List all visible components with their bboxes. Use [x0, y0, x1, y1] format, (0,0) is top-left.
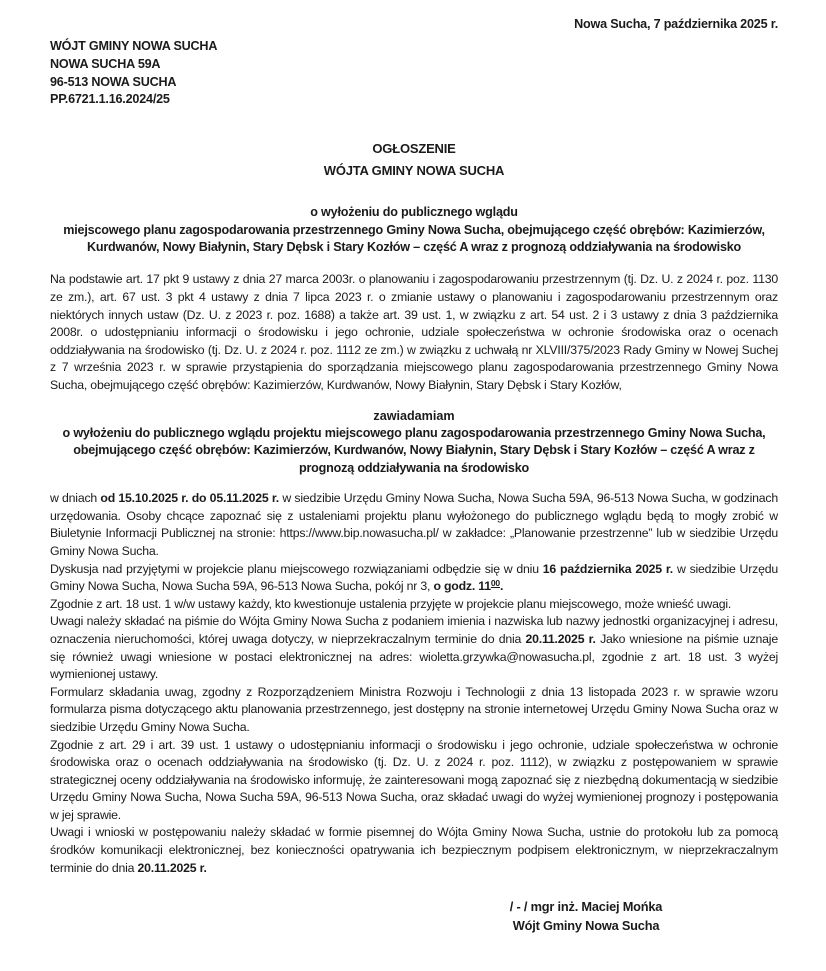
sender-address-city: 96-513 NOWA SUCHA	[50, 74, 177, 89]
paragraph-public-discussion: Dyskusja nad przyjętymi w projekcie planu miejscowego rozwiązaniami odbędzie się w dniu 16 października 2025 r. w siedzibie Urzędu Gminy Nowa Sucha, Nowa Sucha 59A, 96-513 Nowa Sucha, pokój nr 3, o godz. $11^{00}$.	[50, 561, 778, 594]
notice-word: zawiadamiam	[373, 408, 455, 423]
sender-address-street: NOWA SUCHA 59A	[50, 56, 161, 71]
date-line: Nowa Sucha, 7 października 2025 r.	[574, 17, 778, 31]
subject-plan-description: miejscowego planu zagospodarowania przestrzennego Gminy Nowa Sucha, obejmującego część obrębów: Kazimierzów, Kurdwanów, Nowy Białynin, Stary Dębsk i Stary Kozłów – część A wraz z prognozą oddziaływania na środowisko	[63, 222, 765, 254]
signature-block	[455, 898, 717, 935]
paragraph-remarks-submission: Uwagi należy składać na piśmie do Wójta Gminy Nowa Sucha z podaniem imienia i nazwiska lub nazwy jednostki organizacyjnej i adresu, oznaczenia nieruchomości, której uwaga dotyczy, w nieprzekraczalnym terminie do dnia 20.11.2025 r. Jako wniesione na piśmie uznaje się również uwagi wniesione w postaci elektronicznej na adres: wioletta.grzywka@nowasucha.pl, zgodnie z art. 18 ust. 3 wyżej wymienionej ustawy.	[50, 614, 778, 682]
signature-title: Wójt Gminy Nowa Sucha	[512, 917, 660, 933]
paragraph-exhibition-dates: w dniach od 15.10.2025 r. do 05.11.2025 r. w siedzibie Urzędu Gminy Nowa Sucha, Nowa Sucha 59A, 96-513 Nowa Sucha, w godzinach urzędowania. Osoby chcące zapoznać się z ustaleniami projektu planu wyłożonego do publicznego wglądu będą to mogły zrobić w Biuletynie Informacji Publicznej na stronie: https://www.bip.nowasucha.pl/ w zakładce: „Planowanie przestrzenne” lub w siedzibie Urzędu Gminy Nowa Sucha.	[50, 491, 778, 558]
signature-name: / - / mgr inż. Maciej Mońka	[509, 899, 663, 914]
notice-subject: o wyłożeniu do publicznego wglądu projektu miejscowego planu zagospodarowania przestrzennego Gminy Nowa Sucha, obejmującego część obrębów: Kazimierzów, Kurdwanów, Nowy Białynin, Stary Dębsk i Stary Kozłów – część A wraz z prognozą oddziaływania na środowisko	[62, 425, 766, 475]
paragraph-right-to-remarks: Zgodnie z art. 18 ust. 1 w/w ustawy każdy, kto kwestionuje ustalenia przyjęte w projekcie planu miejscowego, może wnieść uwagi.	[50, 596, 732, 611]
sender-block	[50, 38, 778, 109]
legal-basis-paragraph: Na podstawie art. 17 pkt 9 ustawy z dnia 27 marca 2003r. o planowaniu i zagospodarowaniu przestrzennym (tj. Dz. U. z 2024 r. poz. 1130 ze zm.), art. 67 ust. 3 pkt 4 ustawy z dnia 7 lipca 2023 r. o zmianie ustawy o planowaniu i zagospodarowaniu przestrzennym oraz niektórych innych ustaw (Dz. U. z 2023 r. poz. 1688) a także art. 39 ust. 1, w związku z art. 54 ust. 2 i 3 ustawy z dnia 3 października 2008r. o udostępnianiu informacji o środowisku i jego ochronie, udziale społeczeństwa w ochronie środowiska oraz o ocenach oddziaływania na środowisko (tj. Dz. U. z 2024 r. poz. 1112 ze zm.) w związku z uchwałą nr XLVIII/375/2023 Rady Gminy w Nowej Suchej z 7 września 2023 r. w sprawie przystąpienia do sporządzania miejscowego planu zagospodarowania przestrzennego Gminy Nowa Sucha, obejmującego część obrębów: Kazimierzów, Kurdwanów, Nowy Białynin, Stary Dębsk i Stary Kozłów,	[50, 272, 778, 392]
paragraph-environmental-info: Zgodnie z art. 29 i art. 39 ust. 1 ustawy o udostępnianiu informacji o środowisku i jego ochronie, udziale społeczeństwa w ochronie środowiska oraz o ocenach oddziaływania na środowisko (tj. Dz. U. z 2024 r. poz. 1112), w związku z postępowaniem w sprawie strategicznej oceny oddziaływania na środowisko informuję, że zainteresowani mogą zapoznać się z niezbędną dokumentacją w siedzibie Urzędu Gminy Nowa Sucha, Nowa Sucha 59A, 96-513 Nowa Sucha, oraz składać uwagi do wyżej wymienionej prognozy i postępowania w jej sprawie.	[50, 737, 778, 822]
body-paragraphs	[50, 490, 778, 877]
subject-intro: o wyłożeniu do publicznego wglądu	[310, 205, 518, 220]
document-subject	[50, 204, 778, 256]
case-reference-number: PP.6721.1.16.2024/25	[50, 92, 170, 107]
heading-title: OGŁOSZENIE	[372, 141, 456, 157]
paragraph-remarks-deadline: Uwagi i wnioski w postępowaniu należy składać w formie pisemnej do Wójta Gminy Nowa Sucha, ustnie do protokołu lub za pomocą środków komunikacji elektronicznej, bez konieczności opatrywania ich bezpiecznym podpisem elektronicznym, w nieprzekraczalnym terminie do dnia 20.11.2025 r.	[50, 825, 778, 875]
heading-authority: WÓJTA GMINY NOWA SUCHA	[323, 163, 505, 179]
paragraph-remarks-form: Formularz składania uwag, zgodny z Rozporządzeniem Ministra Rozwoju i Technologii z dnia 13 listopada 2023 r. w sprawie wzoru formularza pisma dotyczącego aktu planowania przestrzennego, jest dostępny na stronie internetowej Urzędu Gminy Nowa Sucha oraz w siedzibie Urzędu Gminy Nowa Sucha.	[50, 684, 778, 734]
sender-name: WÓJT GMINY NOWA SUCHA	[50, 39, 218, 53]
document-heading	[50, 138, 778, 182]
